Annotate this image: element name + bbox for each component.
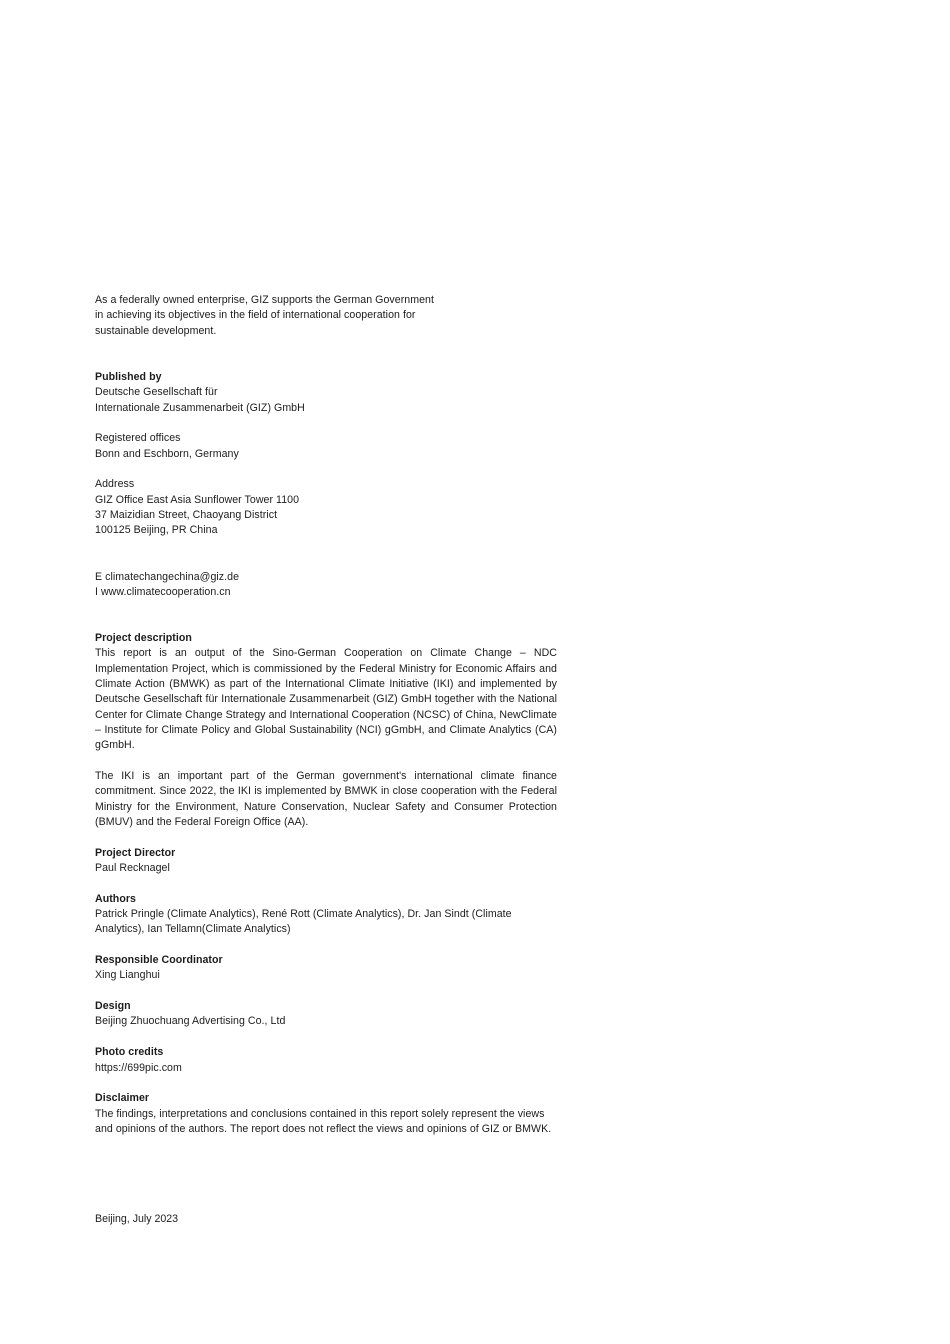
- photo-credits-section: [95, 1045, 557, 1076]
- registered-offices-label: Registered offices: [95, 432, 181, 445]
- responsible-coordinator-name: Xing Lianghui: [95, 969, 160, 982]
- published-by-section: [95, 370, 557, 416]
- place-date: Beijing, July 2023: [95, 1213, 179, 1225]
- registered-offices-value: Bonn and Eschborn, Germany: [95, 447, 239, 460]
- iki-paragraph: The IKI is an important part of the German government's international climate finance commitment. Since 2022, the IKI is implemented by BMWK in close cooperation with the Federal Ministry for the Environment, Nature Conservation, Nuclear Safety and Consumer Protection (BMUV) and the Federal Foreign Office (AA).: [95, 769, 557, 828]
- project-description-section: [95, 631, 557, 830]
- intro-line: in achieving its objectives in the field of international cooperation for: [95, 309, 416, 322]
- responsible-coordinator-heading: Responsible Coordinator: [95, 954, 223, 967]
- website-contact[interactable]: I www.climatecooperation.cn: [95, 585, 231, 598]
- photo-credits-heading: Photo credits: [95, 1046, 164, 1059]
- address-line: 37 Maizidian Street, Chaoyang District: [95, 509, 278, 522]
- address-section: [95, 477, 557, 538]
- project-description-heading: Project description: [95, 631, 192, 644]
- photo-credits-link[interactable]: https://699pic.com: [95, 1061, 182, 1074]
- published-by-heading: Published by: [95, 371, 162, 384]
- design-section: [95, 999, 557, 1030]
- project-director-heading: Project Director: [95, 846, 176, 859]
- authors-list: Patrick Pringle (Climate Analytics), René Rott (Climate Analytics), Dr. Jan Sindt (Climate Analytics), Ian Tellamn(Climate Analytics): [95, 908, 512, 936]
- intro-statement: [95, 293, 557, 339]
- contact-section: [95, 570, 557, 601]
- disclaimer-heading: Disclaimer: [95, 1092, 150, 1105]
- project-description-paragraph: This report is an output of the Sino-German Cooperation on Climate Change – NDC Implementation Project, which is commissioned by the Federal Ministry for Economic Affairs and Climate Action (BMWK) as part of the International Climate Initiative (IKI) and implemented by Deutsche Gesellschaft für Internationale Zusammenarbeit (GIZ) GmbH together with the National Center for Climate Change Strategy and International Cooperation (NCSC) of China, NewClimate – Institute for Climate Policy and Global Sustainability (NCI) gGmbH, and Climate Analytics (CA) gGmbH.: [95, 647, 557, 752]
- authors-heading: Authors: [95, 892, 136, 905]
- imprint-page: [95, 293, 557, 1137]
- intro-line: sustainable development.: [95, 324, 217, 337]
- publisher-name-line: Deutsche Gesellschaft für: [95, 386, 218, 399]
- registered-offices-section: [95, 431, 557, 462]
- publisher-name-line: Internationale Zusammenarbeit (GIZ) GmbH: [95, 401, 305, 414]
- project-director-name: Paul Recknagel: [95, 862, 170, 875]
- disclaimer-text: The findings, interpretations and conclusions contained in this report solely represent the views and opinions of the authors. The report does not reflect the views and opinions of GIZ or BMWK.: [95, 1107, 552, 1135]
- authors-section: [95, 892, 557, 938]
- email-contact[interactable]: E climatechangechina@giz.de: [95, 570, 240, 583]
- design-heading: Design: [95, 1000, 131, 1013]
- address-label: Address: [95, 478, 135, 491]
- design-agency: Beijing Zhuochuang Advertising Co., Ltd: [95, 1015, 286, 1028]
- disclaimer-section: [95, 1091, 557, 1137]
- address-line: 100125 Beijing, PR China: [95, 524, 218, 537]
- responsible-coordinator-section: [95, 953, 557, 984]
- intro-line: As a federally owned enterprise, GIZ supports the German Government: [95, 294, 434, 306]
- project-director-section: [95, 846, 557, 877]
- address-line: GIZ Office East Asia Sunflower Tower 1100: [95, 493, 300, 506]
